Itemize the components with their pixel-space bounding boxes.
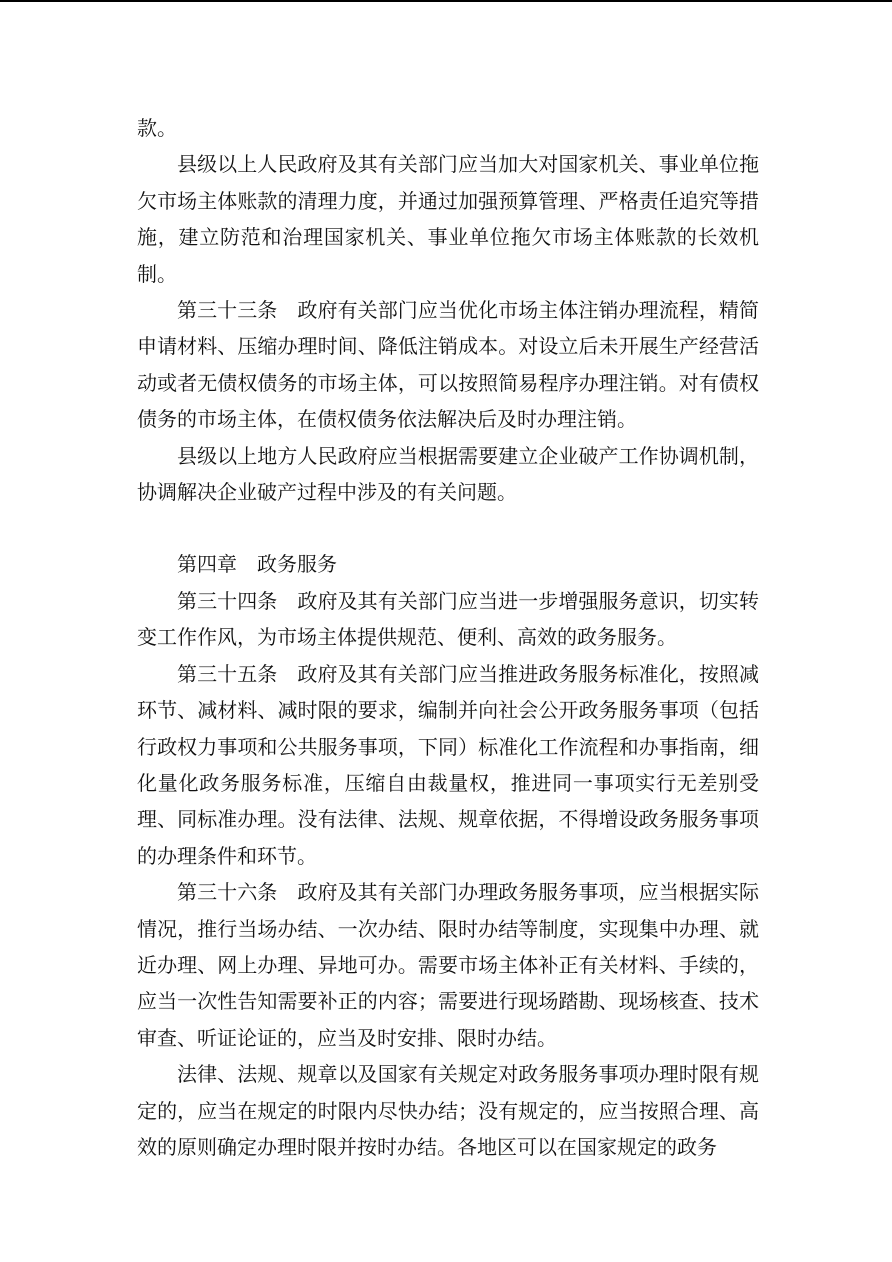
article-34: 第三十四条 政府及其有关部门应当进一步增强服务意识，切实转变工作作风，为市场主体提供规范、便利、高效的政务服务。	[137, 588, 759, 650]
paragraph-time-limits: 法律、法规、规章以及国家有关规定对政务服务事项办理时限有规定的，应当在规定的时限内尽快办结；没有规定的，应当按照合理、高效的原则确定办理时限并按时办结。各地区可以在国家规定的政务	[137, 1062, 759, 1159]
article-35: 第三十五条 政府及其有关部门应当推进政务服务标准化，按照减环节、减材料、减时限的要求，编制并向社会公开政务服务事项（包括行政权力事项和公共服务事项，下同）标准化工作流程和办事指南，细化量化政务服务标准，压缩自由裁量权，推进同一事项实行无差别受理、同标准办理。没有法律、法规、规章依据，不得增设政务服务事项的办理条件和环节。	[137, 661, 759, 868]
chapter-4-heading: 第四章 政务服务	[177, 552, 337, 577]
document-page	[137, 110, 759, 1165]
article-33: 第三十三条 政府有关部门应当优化市场主体注销办理流程，精简申请材料、压缩办理时间、降低注销成本。对设立后未开展生产经营活动或者无债权债务的市场主体，可以按照简易程序办理注销。对有债权债务的市场主体，在债权债务依法解决后及时办理注销。	[137, 298, 759, 432]
section-spacer	[137, 510, 759, 546]
top-border-line	[0, 0, 892, 2]
paragraph-continuation: 款。	[137, 116, 177, 140]
paragraph-account-arrears: 县级以上人民政府及其有关部门应当加大对国家机关、事业单位拖欠市场主体账款的清理力度，并通过加强预算管理、严格责任追究等措施，建立防范和治理国家机关、事业单位拖欠市场主体账款的长效机制。	[137, 152, 759, 286]
paragraph-bankruptcy-coordination: 县级以上地方人民政府应当根据需要建立企业破产工作协调机制，协调解决企业破产过程中涉及的有关问题。	[137, 443, 759, 505]
article-36: 第三十六条 政府及其有关部门办理政务服务事项，应当根据实际情况，推行当场办结、一次办结、限时办结等制度，实现集中办理、就近办理、网上办理、异地可办。需要市场主体补正有关材料、手续的，应当一次性告知需要补正的内容；需要进行现场踏勘、现场核查、技术审查、听证论证的，应当及时安排、限时办结。	[137, 880, 759, 1050]
